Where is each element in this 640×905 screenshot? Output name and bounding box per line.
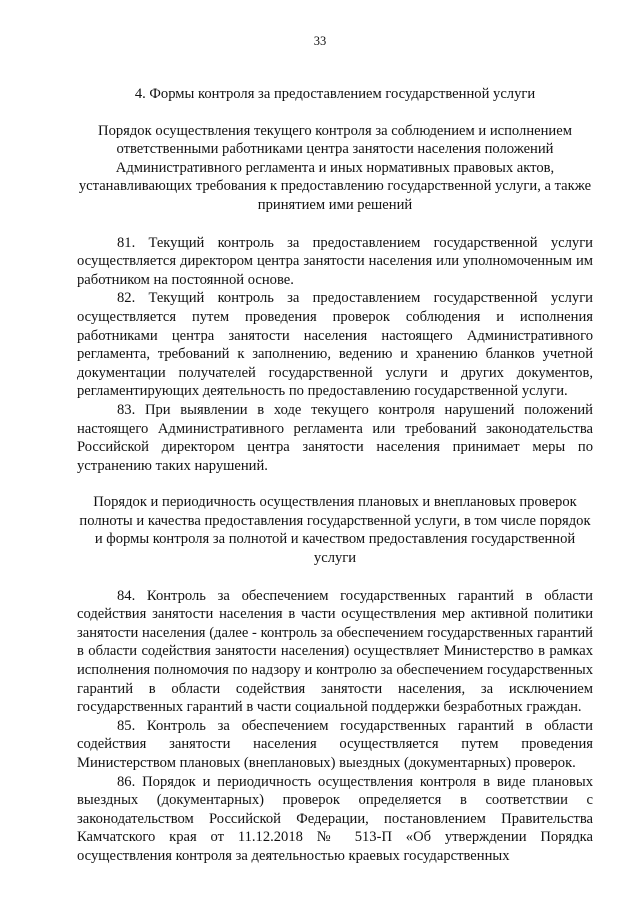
spacer bbox=[77, 475, 593, 493]
subsection-heading: Порядок осуществления текущего контроля за соблюдением и исполнением ответственными работниками центра занятости населения положений Административного регламента и иных нормативных правовых актов, устанавливающих требования к предоставлению государственной услуги, а также принятием ими решений bbox=[78, 122, 592, 213]
spacer bbox=[77, 215, 593, 234]
subsection-current-control bbox=[77, 122, 593, 476]
page-content bbox=[77, 85, 593, 866]
paragraph-83: 83. При выявлении в ходе текущего контроля нарушений положений настоящего Административного регламента или требований законодательства Российской директором центра занятости населения принимает меры по устранению таких нарушений. bbox=[77, 401, 593, 474]
subsection-heading: Порядок и периодичность осуществления плановых и внеплановых проверок полноты и качества предоставления государственной услуги, в том числе порядок и формы контроля за полнотой и качеством предоставления государственной услуги bbox=[79, 494, 591, 567]
spacer bbox=[77, 104, 593, 122]
section-title: 4. Формы контроля за предоставлением государственной услуги bbox=[134, 86, 536, 102]
paragraph-82: 82. Текущий контроль за предоставлением государственной услуги осуществляется путем проведения проверок соблюдения и исполнения работниками центра занятости населения настоящего Административного регламента, требований к заполнению, ведению и хранению бланков учетной документации получателей государственной услуги и других документов, регламентирующих деятельность по предоставлению государственной услуги. bbox=[77, 290, 593, 400]
paragraph-84: 84. Контроль за обеспечением государственных гарантий в области содействия занятости населения в части осуществления мер активной политики занятости населения (далее - контроль за обеспечением государственных гарантий в области содействия занятости населения) осуществляет Министерство в рамках исполнения полномочия по надзору и контролю за обеспечением государственных гарантий в области содействия занятости населения, за исключением государственных гарантий в части социальной поддержки безработных граждан. bbox=[77, 587, 593, 716]
page-number: 33 bbox=[313, 34, 327, 48]
spacer bbox=[77, 568, 593, 587]
paragraph-86: 86. Порядок и периодичность осуществления контроля в виде плановых выездных (документарных) проверок определяется в соответствии с законодательством Российской Федерации, постановлением Правительства Камчатского края от 11.12.2018 № 513-П «Об утверждении Порядка осуществления контроля за деятельностью краевых государственных bbox=[77, 773, 593, 864]
paragraph-85: 85. Контроль за обеспечением государственных гарантий в области содействия занятости населения осуществляется путем проведения Министерством плановых (внеплановых) выездных (документарных) проверок. bbox=[77, 717, 593, 771]
subsection-inspections bbox=[77, 493, 593, 865]
paragraph-81: 81. Текущий контроль за предоставлением государственной услуги осуществляется директором центра занятости населения или уполномоченным им работником на постоянной основе. bbox=[77, 234, 593, 288]
